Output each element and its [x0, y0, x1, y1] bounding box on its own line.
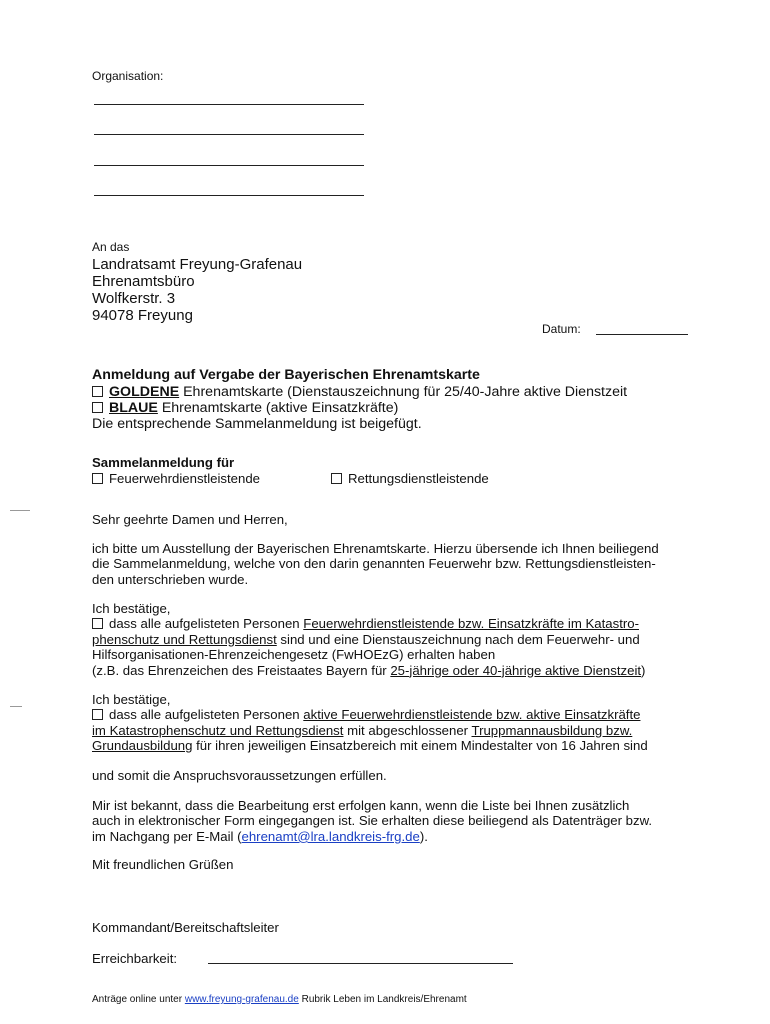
option-fire: [92, 471, 260, 486]
notice-line: auch in elektronischer Form eingegangen ist. Sie erhalten diese beiliegend als Datenträger bzw.: [92, 813, 653, 829]
reach-line[interactable]: [208, 963, 513, 964]
intro-line: ich bitte um Ausstellung der Bayerischen Ehrenamtskarte. Hierzu übersende ich Ihnen beiliegend: [92, 541, 659, 556]
application-note: Die entsprechende Sammelanmeldung ist beigefügt.: [92, 416, 422, 432]
fire-label: Feuerwehrdienstleistende: [109, 471, 261, 486]
confirm2-underlined: im Katastrophenschutz und Rettungsdienst: [92, 722, 344, 738]
confirm1-underlined: Feuerwehrdienstleistende bzw. Einsatzkräfte im Katastro-: [303, 616, 639, 632]
recipient-line: Landratsamt Freyung-Grafenau: [92, 256, 303, 273]
option-rescue: [331, 471, 489, 486]
footer-link[interactable]: www.freyung-grafenau.de: [184, 994, 299, 1005]
blue-text: Ehrenamtskarte (aktive Einsatzkräfte): [157, 400, 399, 416]
organisation-label: Organisation:: [92, 69, 164, 83]
confirm2-checkbox[interactable]: [92, 709, 103, 720]
notice-line: Mir ist bekannt, dass die Bearbeitung erst erfolgen kann, wenn die Liste bei Ihnen zusätzlich: [92, 798, 630, 813]
confirm1-underlined: phenschutz und Rettungsdienst: [92, 631, 277, 647]
date-label: Datum:: [542, 322, 581, 336]
confirm1-heading: Ich bestätige,: [92, 601, 171, 616]
option-golden: [92, 384, 627, 401]
confirmation-1: [92, 601, 712, 678]
organisation-line-1[interactable]: [94, 104, 364, 105]
organisation-line-3[interactable]: [94, 165, 364, 166]
signature-role: Kommandant/Bereitschaftsleiter: [92, 920, 279, 935]
footer-suffix: Rubrik Leben im Landkreis/Ehrenamt: [298, 994, 467, 1005]
confirm2-heading: Ich bestätige,: [92, 692, 171, 707]
confirm1-text: Hilfsorganisationen-Ehrenzeichengesetz (FwHOEzG) erhalten haben: [92, 647, 496, 663]
confirm2-text: dass alle aufgelisteten Personen: [109, 707, 304, 723]
recipient-line: Wolfkerstr. 3: [92, 290, 176, 307]
organisation-line-2[interactable]: [94, 134, 364, 135]
confirm2-underlined: Grundausbildung: [92, 738, 193, 754]
collective-title: Sammelanmeldung für: [92, 455, 235, 470]
notice-line: ).: [419, 828, 428, 844]
footer-prefix: Anträge online unter: [92, 994, 185, 1005]
email-link[interactable]: ehrenamt@lra.landkreis-frg.de: [241, 828, 420, 844]
confirm1-text: dass alle aufgelisteten Personen: [109, 616, 304, 632]
intro-line: den unterschrieben wurde.: [92, 571, 249, 587]
salutation: Sehr geehrte Damen und Herren,: [92, 512, 288, 527]
recipient-intro: An das: [92, 240, 130, 254]
option-blue: [92, 400, 398, 417]
organisation-line-4[interactable]: [94, 195, 364, 196]
reach-label: Erreichbarkeit:: [92, 951, 178, 966]
confirm1-underlined: 25-jährige oder 40-jährige aktive Dienstzeit: [390, 662, 642, 678]
confirm1-text: (z.B. das Ehrenzeichen des Freistaates Bayern für: [92, 662, 391, 678]
footer: [92, 994, 467, 1005]
date-line[interactable]: [596, 334, 688, 335]
notice-line: im Nachgang per E-Mail (: [92, 828, 242, 844]
confirm2-text: für ihren jeweiligen Einsatzbereich mit einem Mindestalter von 16 Jahren sind: [192, 738, 648, 754]
confirmation-2: [92, 692, 712, 754]
intro-paragraph: [92, 541, 712, 587]
fold-mark: [10, 706, 22, 707]
golden-label: GOLDENE: [109, 384, 180, 400]
blue-label: BLAUE: [109, 400, 158, 416]
fire-checkbox[interactable]: [92, 473, 103, 484]
application-title: Anmeldung auf Vergabe der Bayerischen Ehrenamtskarte: [92, 367, 480, 383]
blue-checkbox[interactable]: [92, 402, 103, 413]
closing: Mit freundlichen Grüßen: [92, 857, 234, 872]
recipient-address: [92, 256, 302, 324]
fold-mark: [10, 510, 30, 511]
fulfilment-text: und somit die Anspruchsvoraussetzungen erfüllen.: [92, 768, 387, 783]
confirm2-underlined: aktive Feuerwehrdienstleistende bzw. aktive Einsatzkräfte: [303, 707, 641, 723]
rescue-checkbox[interactable]: [331, 473, 342, 484]
intro-line: die Sammelanmeldung, welche von den darin genannten Feuerwehr bzw. Rettungsdienstleisten-: [92, 556, 656, 572]
golden-text: Ehrenamtskarte (Dienstauszeichnung für 25/40-Jahre aktive Dienstzeit: [179, 384, 628, 400]
confirm1-text: sind und eine Dienstauszeichnung nach dem Feuerwehr- und: [276, 631, 640, 647]
confirm1-text: ): [641, 662, 646, 678]
recipient-line: Ehrenamtsbüro: [92, 273, 195, 290]
rescue-label: Rettungsdienstleistende: [348, 471, 489, 486]
confirm1-checkbox[interactable]: [92, 618, 103, 629]
confirm2-text: mit abgeschlossener: [343, 722, 472, 738]
golden-checkbox[interactable]: [92, 386, 103, 397]
notice-paragraph: [92, 798, 712, 844]
confirm2-underlined: Truppmannausbildung bzw.: [471, 722, 633, 738]
recipient-line: 94078 Freyung: [92, 307, 193, 324]
